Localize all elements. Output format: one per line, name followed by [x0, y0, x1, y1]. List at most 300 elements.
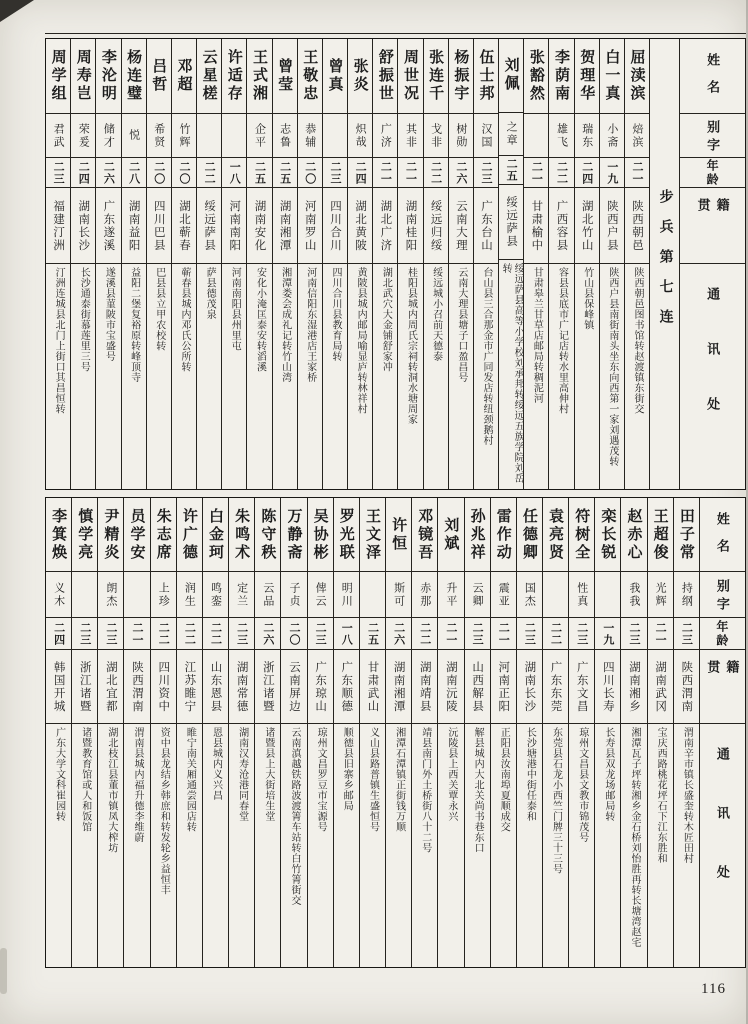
person-courtesy-name: 君武: [52, 122, 65, 149]
bottom-header-column: [699, 498, 745, 967]
person-courtesy-name: 国杰: [523, 581, 536, 608]
name-cell: [72, 498, 97, 571]
courtesy-cell: [222, 113, 246, 157]
person-age: 二四: [580, 160, 593, 185]
person-column: [297, 39, 322, 489]
courtesy-cell: [386, 571, 411, 617]
person-courtesy-name: 义木: [52, 581, 65, 608]
person-native-place: 湖南湘乡: [628, 660, 641, 713]
courtesy-cell: [203, 571, 228, 617]
person-name: 李荫南: [553, 49, 570, 103]
courtesy-cell: [412, 571, 437, 617]
person-column: [464, 498, 490, 967]
person-column: [333, 498, 359, 967]
courtesy-cell: [569, 571, 594, 617]
age-cell: [124, 617, 149, 649]
courtesy-cell: [625, 113, 649, 157]
header-name: 姓名: [714, 511, 730, 566]
person-address: 琼州文昌县文教市锦茂号: [576, 727, 588, 843]
person-column: [322, 39, 347, 489]
courtesy-cell: [575, 113, 599, 157]
courtesy-cell: [600, 113, 624, 157]
address-cell: [98, 723, 123, 967]
person-age: 二三: [328, 160, 341, 185]
native-place-cell: [648, 649, 673, 723]
name-cell: [96, 39, 120, 113]
person-age: 二三: [78, 621, 91, 646]
person-native-place: 湖南武冈: [654, 660, 667, 713]
person-courtesy-name: 朗杰: [104, 581, 117, 608]
native-place-cell: [124, 649, 149, 723]
address-cell: [334, 723, 359, 967]
age-cell: [569, 617, 594, 649]
native-place-cell: [412, 649, 437, 723]
address-cell: [360, 723, 385, 967]
native-place-cell: [449, 187, 473, 263]
person-address: 云南大理县塘子口盈昌号: [455, 267, 467, 383]
name-cell: [386, 498, 411, 571]
courtesy-cell: [323, 113, 347, 157]
person-column: [673, 498, 699, 967]
person-courtesy-name: 荣爰: [77, 122, 90, 149]
age-cell: [465, 617, 490, 649]
person-address: 桂阳县城内周氏宗祠转洞水塘周家: [405, 267, 417, 425]
address-cell: [72, 723, 97, 967]
native-place-cell: [255, 649, 280, 723]
age-cell: [517, 617, 542, 649]
address-cell: [648, 723, 673, 967]
person-address: 诸暨县上大街培生堂: [262, 727, 274, 822]
age-cell: [147, 157, 171, 187]
person-age: 二四: [354, 160, 367, 185]
address-cell: [575, 263, 599, 489]
native-place-cell: [308, 649, 333, 723]
native-place-cell: [348, 187, 372, 263]
person-column: [146, 39, 171, 489]
age-cell: [398, 157, 422, 187]
person-name: 周学组: [49, 49, 66, 103]
courtesy-cell: [517, 571, 542, 617]
age-cell: [334, 617, 359, 649]
courtesy-cell: [255, 571, 280, 617]
name-cell: [465, 498, 490, 571]
person-address: 资中县龙结乡韩庶和转发轮乡益恒丰: [158, 727, 170, 895]
address-cell: [122, 263, 146, 489]
person-native-place: 云南大理: [454, 199, 467, 252]
person-column: [150, 498, 176, 967]
name-cell: [373, 39, 397, 113]
address-cell: [600, 263, 624, 489]
native-place-cell: [98, 649, 123, 723]
person-native-place: 甘肃榆中: [530, 199, 543, 252]
age-cell: [424, 157, 448, 187]
person-column: [490, 498, 516, 967]
person-age: 二五: [366, 621, 379, 646]
age-cell: [491, 617, 516, 649]
person-name: 张连千: [427, 49, 444, 103]
person-address: 湘潭石潭镇正街钱万顺: [393, 727, 405, 832]
address-cell: [177, 723, 202, 967]
person-native-place: 绥远归绥: [429, 199, 442, 252]
person-native-place: 湖北蕲春: [177, 199, 190, 252]
person-column: [70, 39, 95, 489]
person-native-place: 湖南湘潭: [278, 199, 291, 252]
person-name: 伍士邦: [477, 49, 494, 103]
age-cell: [360, 617, 385, 649]
person-age: 二一: [444, 621, 457, 646]
address-cell: [46, 263, 70, 489]
age-cell: [46, 157, 70, 187]
header-cell-name: [680, 39, 745, 113]
age-cell: [625, 157, 649, 187]
person-courtesy-name: 明川: [340, 581, 353, 608]
address-cell: [323, 263, 347, 489]
person-age: 二〇: [303, 160, 316, 185]
native-place-cell: [517, 649, 542, 723]
person-address: 正阳县汝南埠夏顺成交: [498, 727, 510, 832]
name-cell: [229, 498, 254, 571]
age-cell: [298, 157, 322, 187]
age-cell: [98, 617, 123, 649]
age-cell: [595, 617, 620, 649]
person-column: [423, 39, 448, 489]
address-cell: [247, 263, 271, 489]
person-name: 白一真: [603, 49, 620, 103]
person-native-place: 广东遂溪: [102, 199, 115, 252]
age-cell: [386, 617, 411, 649]
person-name: 赵赤心: [625, 507, 642, 562]
courtesy-cell: [499, 112, 523, 155]
address-cell: [151, 723, 176, 967]
courtesy-cell: [71, 113, 95, 157]
top-roster-table: [45, 38, 746, 490]
person-column: [437, 498, 463, 967]
scan-corner-artifact: [0, 0, 34, 22]
native-place-cell: [621, 649, 646, 723]
native-place-cell: [203, 649, 228, 723]
person-courtesy-name: 光辉: [654, 581, 667, 608]
courtesy-cell: [96, 113, 120, 157]
age-cell: [524, 157, 548, 187]
person-address: 甘肃皋兰甘草店邮局转稠泥河: [531, 267, 543, 404]
native-place-cell: [600, 187, 624, 263]
person-column: [594, 498, 620, 967]
header-name: 姓名: [705, 53, 721, 107]
person-courtesy-name: 云卿: [471, 581, 484, 608]
courtesy-cell: [465, 571, 490, 617]
person-name: 雷作动: [494, 507, 511, 562]
person-courtesy-name: 之章: [505, 120, 518, 147]
person-column: [397, 39, 422, 489]
header-cell-courtesy: [680, 113, 745, 157]
native-place-cell: [491, 649, 516, 723]
age-cell: [247, 157, 271, 187]
person-native-place: 陕西渭南: [680, 660, 693, 713]
person-name: 朱志席: [154, 507, 171, 562]
person-address: 益阳二堡复裕原转峰顶寺: [128, 267, 140, 383]
person-column: [202, 498, 228, 967]
person-native-place: 湖南安化: [253, 199, 266, 252]
age-cell: [281, 617, 306, 649]
top-rule: [45, 33, 746, 34]
person-column: [385, 498, 411, 967]
address-cell: [524, 263, 548, 489]
age-cell: [255, 617, 280, 649]
name-cell: [524, 39, 548, 113]
person-name: 张炎: [351, 58, 368, 94]
person-column: [46, 39, 70, 489]
person-name: 屈渎滨: [628, 49, 645, 103]
person-courtesy-name: 恭辅: [303, 122, 316, 149]
name-cell: [172, 39, 196, 113]
person-courtesy-name: 定兰: [235, 581, 248, 608]
person-native-place: 湖北宜都: [104, 660, 117, 713]
person-courtesy-name: 小斋: [605, 122, 618, 149]
native-place-cell: [147, 187, 171, 263]
person-column: [516, 498, 542, 967]
person-age: 二二: [209, 621, 222, 646]
courtesy-cell: [621, 571, 646, 617]
person-column: [71, 498, 97, 967]
person-name: 尹精炎: [102, 507, 119, 562]
courtesy-cell: [334, 571, 359, 617]
person-address: 广东大学文科崔园转: [53, 727, 65, 822]
person-native-place: 韩国开城: [52, 660, 65, 713]
person-address: 河南信阳东湿港店王家桥: [304, 267, 316, 383]
person-age: 二五: [505, 157, 518, 182]
person-courtesy-name: 希贤: [152, 122, 165, 149]
person-courtesy-name: 上珍: [157, 581, 170, 608]
courtesy-cell: [151, 571, 176, 617]
person-age: 二三: [52, 160, 65, 185]
person-name: 吕哲: [150, 58, 167, 94]
person-address: 巴县县立甲农校转: [153, 267, 165, 351]
person-column: [196, 39, 221, 489]
name-cell: [625, 39, 649, 113]
person-column: [473, 39, 498, 489]
age-cell: [600, 157, 624, 187]
person-courtesy-name: 斯可: [392, 581, 405, 608]
person-address: 长寿县双龙场邮局转: [602, 727, 614, 822]
courtesy-cell: [398, 113, 422, 157]
person-name: 张豁然: [527, 49, 544, 103]
person-name: 袁亮贤: [547, 507, 564, 562]
age-cell: [674, 617, 699, 649]
person-address: 湖北武穴大金铺舒家冲: [380, 267, 392, 372]
person-courtesy-name: 储才: [102, 122, 115, 149]
address-cell: [595, 723, 620, 967]
age-cell: [543, 617, 568, 649]
courtesy-cell: [674, 571, 699, 617]
person-name: 朱鸣术: [233, 507, 250, 562]
person-courtesy-name: 炽哉: [354, 122, 367, 149]
person-column: [272, 39, 297, 489]
name-cell: [98, 498, 123, 571]
person-column: [123, 498, 149, 967]
person-native-place: 陕西户县: [605, 199, 618, 252]
person-courtesy-name: 戈非: [429, 122, 442, 149]
age-cell: [308, 617, 333, 649]
person-native-place: 广西容县: [555, 199, 568, 252]
person-name: 李箕焕: [50, 507, 67, 562]
native-place-cell: [222, 187, 246, 263]
person-courtesy-name: 持纲: [680, 581, 693, 608]
person-native-place: 湖南常德: [235, 660, 248, 713]
person-address: 湘潭瓦子坪转湘乡金石桥刘怡胜再转长塘湾赵宅: [629, 727, 641, 948]
person-name: 李沦明: [99, 49, 116, 103]
person-name: 许恒: [390, 516, 407, 553]
person-address: 恩县城内义兴昌: [210, 727, 222, 801]
name-cell: [124, 498, 149, 571]
address-cell: [229, 723, 254, 967]
native-place-cell: [323, 187, 347, 263]
name-cell: [203, 498, 228, 571]
person-native-place: 湖北黄陂: [354, 199, 367, 252]
person-address: 义山县路普镇生盛恒号: [367, 727, 379, 832]
person-age: 二〇: [177, 160, 190, 185]
person-courtesy-name: 雄飞: [555, 122, 568, 149]
native-place-cell: [334, 649, 359, 723]
native-place-cell: [438, 649, 463, 723]
native-place-cell: [569, 649, 594, 723]
courtesy-cell: [373, 113, 397, 157]
name-cell: [247, 39, 271, 113]
address-cell: [172, 263, 196, 489]
person-address: 东莞县石龙小西竺门牌三十三号: [550, 727, 562, 874]
header-address: 通讯处: [714, 747, 730, 924]
courtesy-cell: [147, 113, 171, 157]
native-place-cell: [398, 187, 422, 263]
age-cell: [222, 157, 246, 187]
person-column: [121, 39, 146, 489]
courtesy-cell: [273, 113, 297, 157]
address-cell: [197, 263, 221, 489]
person-native-place: 四川合川: [328, 199, 341, 252]
person-address: 云南滇越铁路波渡箐车站转白竹箐街交: [288, 727, 300, 906]
name-cell: [569, 498, 594, 571]
person-name: 栾长锐: [599, 507, 616, 562]
age-cell: [323, 157, 347, 187]
person-name: 舒振世: [376, 49, 393, 103]
name-cell: [499, 39, 523, 112]
courtesy-cell: [491, 571, 516, 617]
person-column: [254, 498, 280, 967]
age-cell: [373, 157, 397, 187]
person-age: 二一: [379, 160, 392, 185]
name-cell: [222, 39, 246, 113]
person-name: 员学安: [128, 507, 145, 562]
name-cell: [621, 498, 646, 571]
person-age: 二〇: [152, 160, 165, 185]
native-place-cell: [72, 649, 97, 723]
person-courtesy-name: 升平: [444, 581, 457, 608]
person-name: 吴协彬: [311, 507, 328, 562]
person-column: [620, 498, 646, 967]
person-native-place: 广东琼山: [314, 660, 327, 713]
address-cell: [549, 263, 573, 489]
courtesy-cell: [543, 571, 568, 617]
name-cell: [46, 498, 71, 571]
address-cell: [491, 723, 516, 967]
courtesy-cell: [549, 113, 573, 157]
person-native-place: 广东东莞: [549, 660, 562, 713]
person-age: 二一: [497, 621, 510, 646]
person-address: 湘潭娄会成礼记转竹山湾: [279, 267, 291, 383]
native-place-cell: [46, 187, 70, 263]
person-name: 王超俊: [651, 507, 668, 562]
person-address: 长沙通泰街慕莲里三号: [78, 267, 90, 372]
courtesy-cell: [72, 571, 97, 617]
person-name: 刘斌: [442, 516, 459, 553]
courtesy-cell: [98, 571, 123, 617]
person-courtesy-name: 广济: [379, 122, 392, 149]
header-cell-address: [680, 263, 745, 489]
person-name: 曾莹: [276, 58, 293, 94]
native-place-cell: [247, 187, 271, 263]
native-place-cell: [172, 187, 196, 263]
address-cell: [465, 723, 490, 967]
name-cell: [438, 498, 463, 571]
native-place-cell: [549, 187, 573, 263]
person-age: 二三: [104, 621, 117, 646]
person-age: 一九: [601, 621, 614, 646]
person-courtesy-name: 赤那: [418, 581, 431, 608]
person-native-place: 湖南长沙: [523, 660, 536, 713]
person-age: 二三: [523, 621, 536, 646]
person-age: 一八: [340, 621, 353, 646]
native-place-cell: [465, 649, 490, 723]
person-age: 二二: [203, 160, 216, 185]
name-cell: [398, 39, 422, 113]
person-name: 王式湘: [250, 49, 267, 103]
name-cell: [549, 39, 573, 113]
courtesy-cell: [281, 571, 306, 617]
person-native-place: 四川巴县: [152, 199, 165, 252]
courtesy-cell: [308, 571, 333, 617]
person-address: 琼州文昌罗豆市宝源号: [315, 727, 327, 832]
courtesy-cell: [438, 571, 463, 617]
native-place-cell: [71, 187, 95, 263]
person-native-place: 湖南湘潭: [392, 660, 405, 713]
person-address: 沅陵县上西关覃永兴: [445, 727, 457, 822]
native-place-cell: [386, 649, 411, 723]
name-cell: [147, 39, 171, 113]
person-native-place: 河南罗山: [303, 199, 316, 252]
header-cell-courtesy: [700, 571, 745, 617]
name-cell: [334, 498, 359, 571]
person-age: 二八: [127, 160, 140, 185]
person-native-place: 湖北广济: [379, 199, 392, 252]
person-address: 解县城内大北关尚书巷东口: [472, 727, 484, 853]
name-cell: [543, 498, 568, 571]
person-native-place: 江苏睢宁: [183, 660, 196, 713]
person-column: [599, 39, 624, 489]
name-cell: [575, 39, 599, 113]
person-age: 二三: [628, 621, 641, 646]
person-column: [307, 498, 333, 967]
person-address: 竹山县保峰镇: [581, 267, 593, 330]
person-age: 二二: [157, 621, 170, 646]
person-age: 二三: [235, 621, 248, 646]
address-cell: [203, 723, 228, 967]
courtesy-cell: [46, 113, 70, 157]
person-age: 二六: [261, 621, 274, 646]
person-name: 邓超: [175, 58, 192, 94]
address-cell: [499, 259, 523, 489]
person-address: 诸暨教育馆或人和饭馆: [79, 727, 91, 832]
age-cell: [449, 157, 473, 187]
age-cell: [549, 157, 573, 187]
